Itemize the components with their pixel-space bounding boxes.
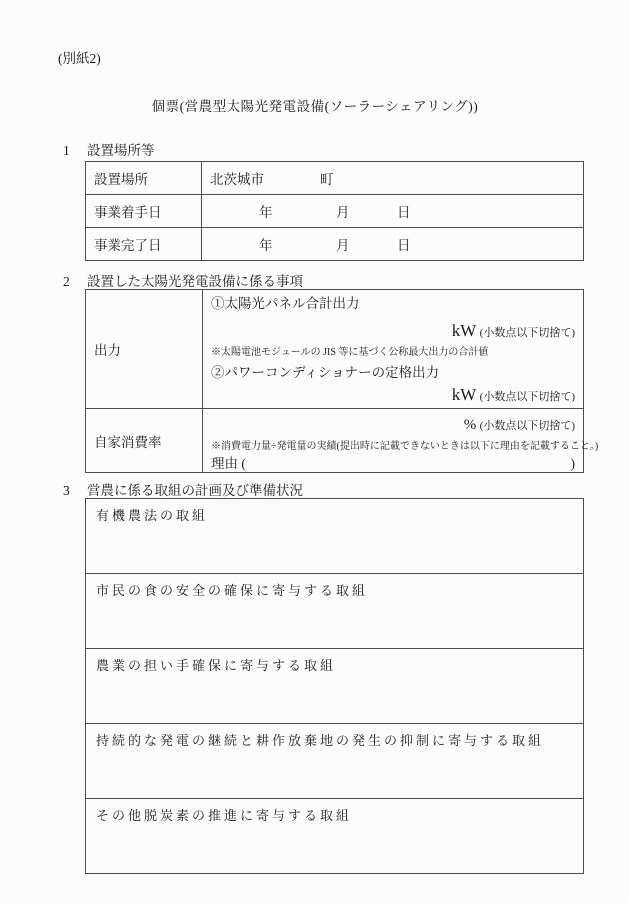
output-label: 出力 bbox=[86, 290, 203, 409]
kw-unit: kW bbox=[451, 385, 477, 404]
section2-number: 2 bbox=[63, 274, 70, 289]
table-row-organic bbox=[86, 499, 584, 574]
power-conditioner-item: ②パワーコンディショナーの定格出力 bbox=[211, 365, 440, 380]
end-date-value-cell bbox=[202, 228, 584, 261]
section2-heading-text: 設置した太陽光発電設備に係る事項 bbox=[87, 274, 303, 289]
consumption-formula-note: ※消費電力量÷発電量の実績(提出時に記載できないときは以下に理由を記載すること。) bbox=[211, 441, 599, 452]
jis-note: ※太陽電池モジュールの JIS 等に基づく公称最大出力の合計値 bbox=[211, 347, 489, 358]
output-detail-cell bbox=[203, 290, 584, 409]
start-date-value-cell bbox=[202, 195, 584, 228]
table-row-decarbonization bbox=[86, 799, 584, 874]
conditioner-unit-line bbox=[211, 385, 575, 407]
kw-rounding-note: (小数点以下切捨て) bbox=[479, 391, 575, 403]
kw-rounding-note: (小数点以下切捨て) bbox=[479, 327, 575, 339]
food-safety-cell: 市民の食の安全の確保に寄与する取組 bbox=[86, 574, 584, 649]
location-label: 設置場所 bbox=[86, 162, 202, 195]
day-unit: 日 bbox=[397, 205, 411, 220]
kw-unit: kW bbox=[451, 321, 477, 340]
table-row-food-safety bbox=[86, 574, 584, 649]
self-consumption-label: 自家消費率 bbox=[86, 409, 203, 473]
section3-heading-text: 営農に係る取組の計画及び準備状況 bbox=[87, 483, 303, 498]
reason-close-paren: ) bbox=[570, 456, 575, 471]
percent-unit-line bbox=[211, 414, 575, 435]
annex-label: (別紙2) bbox=[58, 51, 101, 66]
panel-output-unit-line bbox=[211, 321, 575, 343]
percent-rounding-note: (小数点以下切捨て) bbox=[479, 420, 575, 432]
farming-initiatives-table bbox=[85, 498, 584, 874]
month-unit: 月 bbox=[336, 205, 350, 220]
table-row-start-date bbox=[86, 195, 584, 228]
table-row-output bbox=[86, 290, 584, 409]
organic-farming-cell: 有機農法の取組 bbox=[86, 499, 584, 574]
location-table bbox=[85, 161, 584, 261]
equipment-table bbox=[85, 289, 599, 473]
farmer-security-cell: 農業の担い手確保に寄与する取組 bbox=[86, 649, 584, 724]
table-row-end-date bbox=[86, 228, 584, 261]
table-row-location bbox=[86, 162, 584, 195]
decarbonization-cell: その他脱炭素の推進に寄与する取組 bbox=[86, 799, 584, 874]
section2-heading bbox=[63, 270, 303, 290]
section3-number: 3 bbox=[63, 483, 70, 498]
section1-number: 1 bbox=[63, 143, 70, 158]
year-unit: 年 bbox=[259, 238, 273, 253]
table-row-self-consumption bbox=[86, 409, 584, 473]
percent-unit: % bbox=[463, 417, 477, 433]
panel-total-output-item: ①太陽光パネル合計出力 bbox=[211, 296, 360, 311]
end-date-label: 事業完了日 bbox=[86, 228, 202, 261]
month-unit: 月 bbox=[336, 238, 350, 253]
start-date-label: 事業着手日 bbox=[86, 195, 202, 228]
sustainable-generation-cell: 持続的な発電の継続と耕作放棄地の発生の抑制に寄与する取組 bbox=[86, 724, 584, 799]
location-city: 北茨城市 bbox=[210, 172, 264, 187]
table-row-sustainable-generation bbox=[86, 724, 584, 799]
location-town-suffix: 町 bbox=[320, 172, 334, 187]
section1-heading-text: 設置場所等 bbox=[87, 143, 155, 158]
table-row-farmer-security bbox=[86, 649, 584, 724]
location-value-cell bbox=[202, 162, 584, 195]
reason-label: 理由 ( bbox=[211, 456, 246, 471]
section1-heading bbox=[63, 139, 155, 159]
page-title: 個票(営農型太陽光発電設備(ソーラーシェアリング)) bbox=[151, 99, 479, 114]
day-unit: 日 bbox=[397, 238, 411, 253]
section3-heading bbox=[63, 479, 303, 499]
year-unit: 年 bbox=[259, 205, 273, 220]
reason-line bbox=[211, 456, 575, 471]
self-consumption-detail-cell bbox=[203, 409, 599, 473]
